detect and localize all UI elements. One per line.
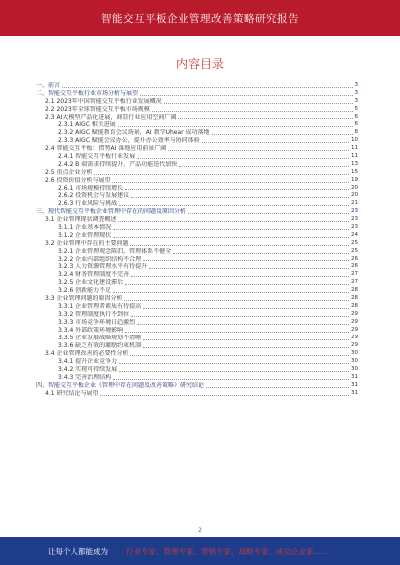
toc-entry-page: 19 <box>351 176 358 183</box>
footer-tags: 行业专家、管理专家、营销专家、战略专家、成功企业家…… <box>126 546 329 556</box>
toc-leader-dots <box>178 118 352 119</box>
toc-entry-page: 23 <box>351 216 358 223</box>
toc-leader-dots <box>119 205 349 206</box>
toc-entry-page: 30 <box>351 358 358 365</box>
toc-leader-dots <box>131 316 349 317</box>
toc-entry[interactable] <box>36 350 358 358</box>
toc-entry-page: 28 <box>351 295 358 302</box>
toc-entry[interactable] <box>36 129 358 137</box>
toc-entry-title: 2.6.1 市场规模持续增长 <box>58 184 124 192</box>
toc-entry-page: 11 <box>351 153 358 159</box>
toc-entry[interactable] <box>36 240 358 248</box>
toc-leader-dots <box>131 197 349 198</box>
toc-leader-dots <box>94 174 349 175</box>
toc-entry[interactable] <box>36 279 358 287</box>
toc-entry-title: 三、现代智能交互平板企业管理中存在的问题及原因分析 <box>36 208 187 216</box>
toc-entry[interactable] <box>36 248 358 256</box>
toc-leader-dots <box>118 126 353 127</box>
toc-leader-dots <box>143 260 349 261</box>
toc-leader-dots <box>130 355 349 356</box>
toc-entry-title: 3.2 企业管理中存在的主要问题 <box>45 239 129 247</box>
toc-entry-title: 3.3.2 管理制度执行不到位 <box>58 310 130 318</box>
toc-leader-dots <box>125 284 349 285</box>
toc-entry[interactable] <box>36 216 358 224</box>
toc-entry-title: 2.6.2 投资机会与发展建议 <box>58 192 130 200</box>
toc-entry-page: 29 <box>351 342 358 349</box>
toc-entry[interactable] <box>36 153 358 161</box>
toc-entry[interactable] <box>36 263 358 271</box>
toc-entry-page: 25 <box>351 239 358 246</box>
page-number: 2 <box>198 527 202 534</box>
toc-entry[interactable] <box>36 335 358 343</box>
toc-leader-dots <box>164 103 353 104</box>
toc-entry-title: 2.2 2023年全球智能交互平板市场规模 <box>45 105 150 113</box>
footer-slogan: 让每个人都能成为 <box>48 546 108 556</box>
toc-entry-title: 3.2.5 企业文化建设滞后 <box>58 279 124 287</box>
toc-leader-dots <box>137 324 349 325</box>
toc-entry-title: 2.1 2023年中国智能交互平板行业发展概况 <box>45 97 162 105</box>
toc-entry-title: 3.3.4 外部政策环境影响 <box>58 326 124 334</box>
toc-entry[interactable] <box>36 200 358 208</box>
toc-entry-page: 23 <box>351 208 358 215</box>
toc-entry-title: 3.3.6 缺乏有效的激励约束机制 <box>58 342 142 350</box>
toc-entry[interactable] <box>36 390 358 398</box>
toc-leader-dots <box>212 134 353 135</box>
toc-entry[interactable] <box>36 114 358 122</box>
toc-entry-title: 2.3 AI大模型产品化进展，商显行业应用空间广阔 <box>45 113 177 121</box>
toc-entry[interactable] <box>36 256 358 264</box>
toc-leader-dots <box>118 221 349 222</box>
toc-entry-page: 24 <box>351 231 358 238</box>
toc-entry-page: 29 <box>351 334 358 341</box>
toc-entry[interactable] <box>36 342 358 350</box>
toc-leader-dots <box>125 332 349 333</box>
toc-entry-title: 3.1 企业管理现状调查概述 <box>45 216 117 224</box>
toc-entry-page: 31 <box>351 381 358 388</box>
header-bar <box>0 0 400 36</box>
toc-leader-dots <box>152 111 353 112</box>
toc-leader-dots <box>124 300 349 301</box>
toc-entry-page: 26 <box>351 255 358 262</box>
toc-entry-title: 3.2.1 企业管理观念陈旧，管理体系不健全 <box>58 247 172 255</box>
toc-entry-page: 30 <box>351 350 358 357</box>
toc-entry[interactable] <box>36 295 358 303</box>
toc-entry[interactable] <box>36 192 358 200</box>
toc-leader-dots <box>130 245 349 246</box>
toc-entry-page: 30 <box>351 366 358 373</box>
toc-entry-title: 3.3.1 企业管理者素质有待提高 <box>58 302 142 310</box>
toc-entry[interactable] <box>36 137 358 145</box>
toc-leader-dots <box>113 237 349 238</box>
toc-entry[interactable] <box>36 374 358 382</box>
toc-entry-title: 3.3 企业管理问题的原因分析 <box>45 295 123 303</box>
toc-entry[interactable] <box>36 82 358 90</box>
toc-entry-title: 3.1.1 企业基本情况 <box>58 224 112 232</box>
toc-entry[interactable] <box>36 177 358 185</box>
toc-entry-page: 3 <box>354 82 358 88</box>
toc-entry-title: 3.3.3 市场竞争环境日趋激烈 <box>58 318 136 326</box>
toc-entry-title: 2.6 投资价值分析与展望 <box>45 176 111 184</box>
toc-entry[interactable] <box>36 366 358 374</box>
toc-entry[interactable] <box>36 169 358 177</box>
toc-entry-page: 29 <box>351 326 358 333</box>
toc-entry-page: 5 <box>354 105 358 112</box>
toc-leader-dots <box>62 87 352 88</box>
toc-entry-page: 20 <box>351 184 358 191</box>
toc-entry-title: 一、前言 <box>36 82 61 89</box>
toc-leader-dots <box>119 363 349 364</box>
toc-entry[interactable] <box>36 98 358 106</box>
toc-entry[interactable] <box>36 327 358 335</box>
toc-leader-dots <box>140 95 352 96</box>
toc-entry-page: 15 <box>351 168 358 175</box>
toc-entry-page: 6 <box>354 121 358 128</box>
toc-entry-title: 2.4 智能交互平板：借势AI 落地应用前景广阔 <box>45 145 167 153</box>
toc-entry-page: 6 <box>354 113 358 120</box>
toc-entry-page: 27 <box>351 279 358 286</box>
toc-entry-page: 20 <box>351 192 358 199</box>
toc-leader-dots <box>168 150 349 151</box>
toc-entry[interactable] <box>36 224 358 232</box>
toc-entry-title: 2.3.2 AIGC 赋能教育会议场景，AI 教学Uhear 成功落地 <box>58 129 210 137</box>
toc-entry[interactable] <box>36 358 358 366</box>
toc-entry[interactable] <box>36 185 358 193</box>
toc-entry[interactable] <box>36 271 358 279</box>
toc-entry-page: 28 <box>351 287 358 294</box>
toc-entry[interactable] <box>36 382 358 390</box>
toc-entry-page: 31 <box>351 373 358 380</box>
toc-entry-title: 2.3.1 AIGC 相关进展 <box>58 121 116 129</box>
toc-entry-title: 3.3.5 企业发展战略规划不清晰 <box>58 334 142 342</box>
toc-entry-title: 3.2.3 人力资源管理水平有待提升 <box>58 263 148 271</box>
toc-entry-page: 10 <box>351 137 358 144</box>
toc-entry-page: 3 <box>354 89 358 96</box>
toc-entry-title: 3.1.2 企业管理现状 <box>58 231 112 239</box>
toc-leader-dots <box>113 292 349 293</box>
toc-entry-title: 二、智能交互平板行业市场分析与展望 <box>36 89 139 97</box>
toc-entry[interactable] <box>36 161 358 169</box>
toc-entry-title: 3.4.2 实现可持续发展 <box>58 366 118 374</box>
toc-entry-page: 21 <box>351 200 358 207</box>
toc-entry[interactable] <box>36 106 358 114</box>
toc-entry-page: 29 <box>351 310 358 317</box>
toc-leader-dots <box>119 371 349 372</box>
toc-entry-title: 3.2.4 财务管理制度不完善 <box>58 271 130 279</box>
toc-entry-title: 2.4.2 B 端需求持续提升，产品功能迭代加快 <box>58 160 178 168</box>
toc-entry-title: 2.5 重点企业分析 <box>45 168 93 176</box>
toc-leader-dots <box>143 347 349 348</box>
toc-entry-title: 2.3.3 AIGC 赋能会议办公，提升办公效率与协同体验 <box>58 137 200 145</box>
toc-leader-dots <box>179 166 349 167</box>
toc-leader-dots <box>131 276 349 277</box>
toc-entry-title: 3.4.3 完善治理结构 <box>58 373 112 381</box>
toc-entry[interactable] <box>36 303 358 311</box>
toc-leader-dots <box>125 189 349 190</box>
toc-leader-dots <box>143 308 349 309</box>
toc-leader-dots <box>100 395 349 396</box>
toc-leader-dots <box>202 142 349 143</box>
toc-entry-page: 29 <box>351 318 358 325</box>
toc-entry-page: 3 <box>354 97 358 104</box>
toc-entry-page: 25 <box>351 247 358 254</box>
toc-entry[interactable] <box>36 287 358 295</box>
toc-entry-title: 3.2.2 企业内部组织结构不合理 <box>58 255 142 263</box>
toc-entry[interactable] <box>36 145 358 153</box>
toc-entry[interactable] <box>36 121 358 129</box>
toc-leader-dots <box>173 253 349 254</box>
toc-entry[interactable] <box>36 311 358 319</box>
toc-entry-title: 4.1 研究结论与展望 <box>45 389 99 397</box>
toc-entry-title: 四、智能交互平板企业《管理中存在问题及改善策略》研究结论 <box>36 381 205 389</box>
toc-entry-page: 23 <box>351 224 358 231</box>
toc-leader-dots <box>149 268 349 269</box>
toc-leader-dots <box>112 182 349 183</box>
toc-entry-title: 3.2.6 创新能力不足 <box>58 287 112 295</box>
toc-entry-page: 27 <box>351 271 358 278</box>
toc-entry-page: 28 <box>351 302 358 309</box>
toc-leader-dots <box>143 339 349 340</box>
table-of-contents <box>36 82 358 398</box>
toc-leader-dots <box>206 387 349 388</box>
toc-entry-page: 13 <box>351 160 358 167</box>
toc-entry-title: 3.4 企业管理改善的必要性分析 <box>45 350 129 358</box>
toc-entry-title: 2.6.3 行业风险与挑战 <box>58 200 118 208</box>
toc-entry-title: 3.4.1 提升企业竞争力 <box>58 358 118 366</box>
toc-leader-dots <box>137 158 349 159</box>
toc-entry-title: 2.4.1 智能交互平板行业发展 <box>58 153 136 160</box>
toc-entry[interactable] <box>36 232 358 240</box>
toc-heading: 内容目录 <box>175 57 224 71</box>
toc-entry-page: 8 <box>354 129 358 136</box>
toc-entry[interactable] <box>36 208 358 216</box>
toc-leader-dots <box>113 229 349 230</box>
toc-entry-page: 31 <box>351 389 358 396</box>
footer-bar <box>0 537 400 565</box>
toc-entry[interactable] <box>36 319 358 327</box>
toc-entry-page: 26 <box>351 263 358 270</box>
toc-entry-page: 11 <box>351 145 358 152</box>
toc-leader-dots <box>113 379 349 380</box>
document-title: 智能交互平板企业管理改善策略研究报告 <box>101 12 299 25</box>
toc-entry[interactable] <box>36 90 358 98</box>
toc-leader-dots <box>188 213 349 214</box>
